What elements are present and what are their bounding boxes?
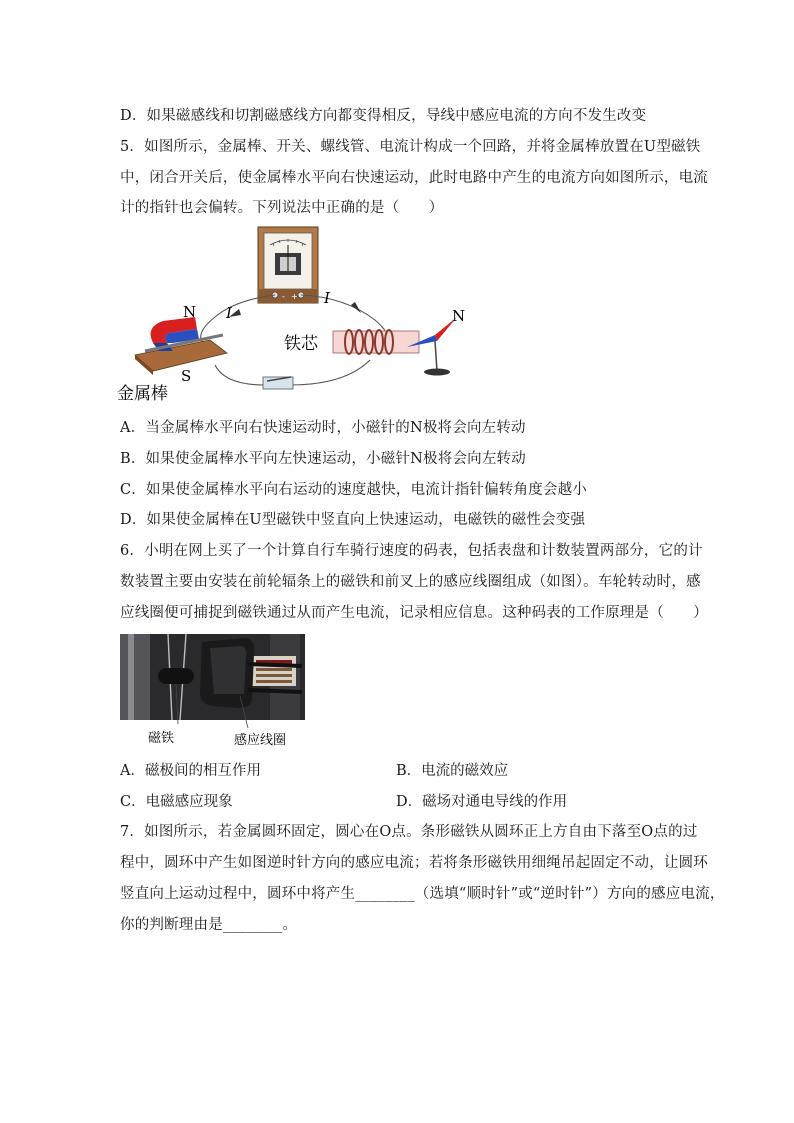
meter-plus-label: + <box>291 292 298 301</box>
q5-option-a: A．当金属棒水平向右快速运动时，小磁针的N极将会向左转动 <box>120 420 526 436</box>
q5-stem-line-2: 中，闭合开关后，使金属棒水平向右快速运动，此时电路中产生的电流方向如图所示，电流 <box>120 170 708 186</box>
q5-option-b: B．如果使金属棒水平向左快速运动，小磁针N极将会向左转动 <box>120 451 526 467</box>
q6-option-a: A．磁极间的相互作用 <box>120 763 261 779</box>
metal-rod-label: 金属棒 <box>117 384 168 404</box>
q4-option-d: D．如果磁感线和切割磁感线方向都变得相反，导线中感应电流的方向不发生改变 <box>120 108 647 124</box>
q5-circuit-figure <box>115 225 485 405</box>
q7-stem-line-3: 竖直向上运动过程中，圆环中将产生________（选填“顺时针”或“逆时针”）方向的感应电流， <box>120 886 725 902</box>
current-label-right: I <box>324 289 330 307</box>
q6-option-d: D．磁场对通电导线的作用 <box>396 794 568 810</box>
q6-stem-line-3: 应线圈便可捕捉到磁铁通过从而产生电流，记录相应信息。这种码表的工作原理是（ ） <box>120 605 708 621</box>
q5-option-d: D．如果使金属棒在U型磁铁中竖直向上快速运动，电磁铁的磁性会变强 <box>120 512 586 528</box>
q7-stem-line-1: 7．如图所示，若金属圆环固定，圆心在O点。条形磁铁从圆环正上方自由下落至O点的过 <box>120 824 698 840</box>
current-arrow-right <box>351 302 361 313</box>
iron-core-label: 铁芯 <box>284 334 318 354</box>
q6-option-b: B．电流的磁效应 <box>396 763 509 779</box>
q6-option-c: C．电磁感应现象 <box>120 794 233 810</box>
q7-stem-line-2: 程中，圆环中产生如图逆时针方向的感应电流；若将条形磁铁用细绳吊起固定不动，让圆环 <box>120 855 708 871</box>
q5-stem-line-1: 5．如图所示，金属棒、开关、螺线管、电流计构成一个回路，并将金属棒放置在U型磁铁 <box>120 139 701 155</box>
q7-stem-line-4: 你的判断理由是________。 <box>120 917 298 933</box>
current-label-left: I <box>226 304 232 322</box>
galvanometer <box>258 227 318 303</box>
magnet-n-label: N <box>183 303 197 321</box>
q5-stem-line-3: 计的指针也会偏转。下列说法中正确的是（ ） <box>120 200 444 216</box>
magnet-s-label: S <box>181 367 192 385</box>
meter-minus-label: - <box>282 292 285 301</box>
q6-stem-line-1: 6．小明在网上买了一个计算自行车骑行速度的码表，包括表盘和计数装置两部分，它的计 <box>120 543 703 559</box>
needle-n-label: N <box>452 307 466 325</box>
switch <box>263 377 293 389</box>
q5-option-c: C．如果使金属棒水平向右运动的速度越快，电流计指针偏转角度会越小 <box>120 482 587 498</box>
coil-photo-label: 感应线圈 <box>234 733 287 748</box>
solenoid <box>333 330 419 354</box>
magnet-photo-label: 磁铁 <box>148 731 175 746</box>
q6-bike-sensor-photo <box>120 634 305 749</box>
q6-stem-line-2: 数装置主要由安装在前轮辐条上的磁铁和前叉上的感应线圈组成（如图）。车轮转动时，感 <box>120 574 701 590</box>
